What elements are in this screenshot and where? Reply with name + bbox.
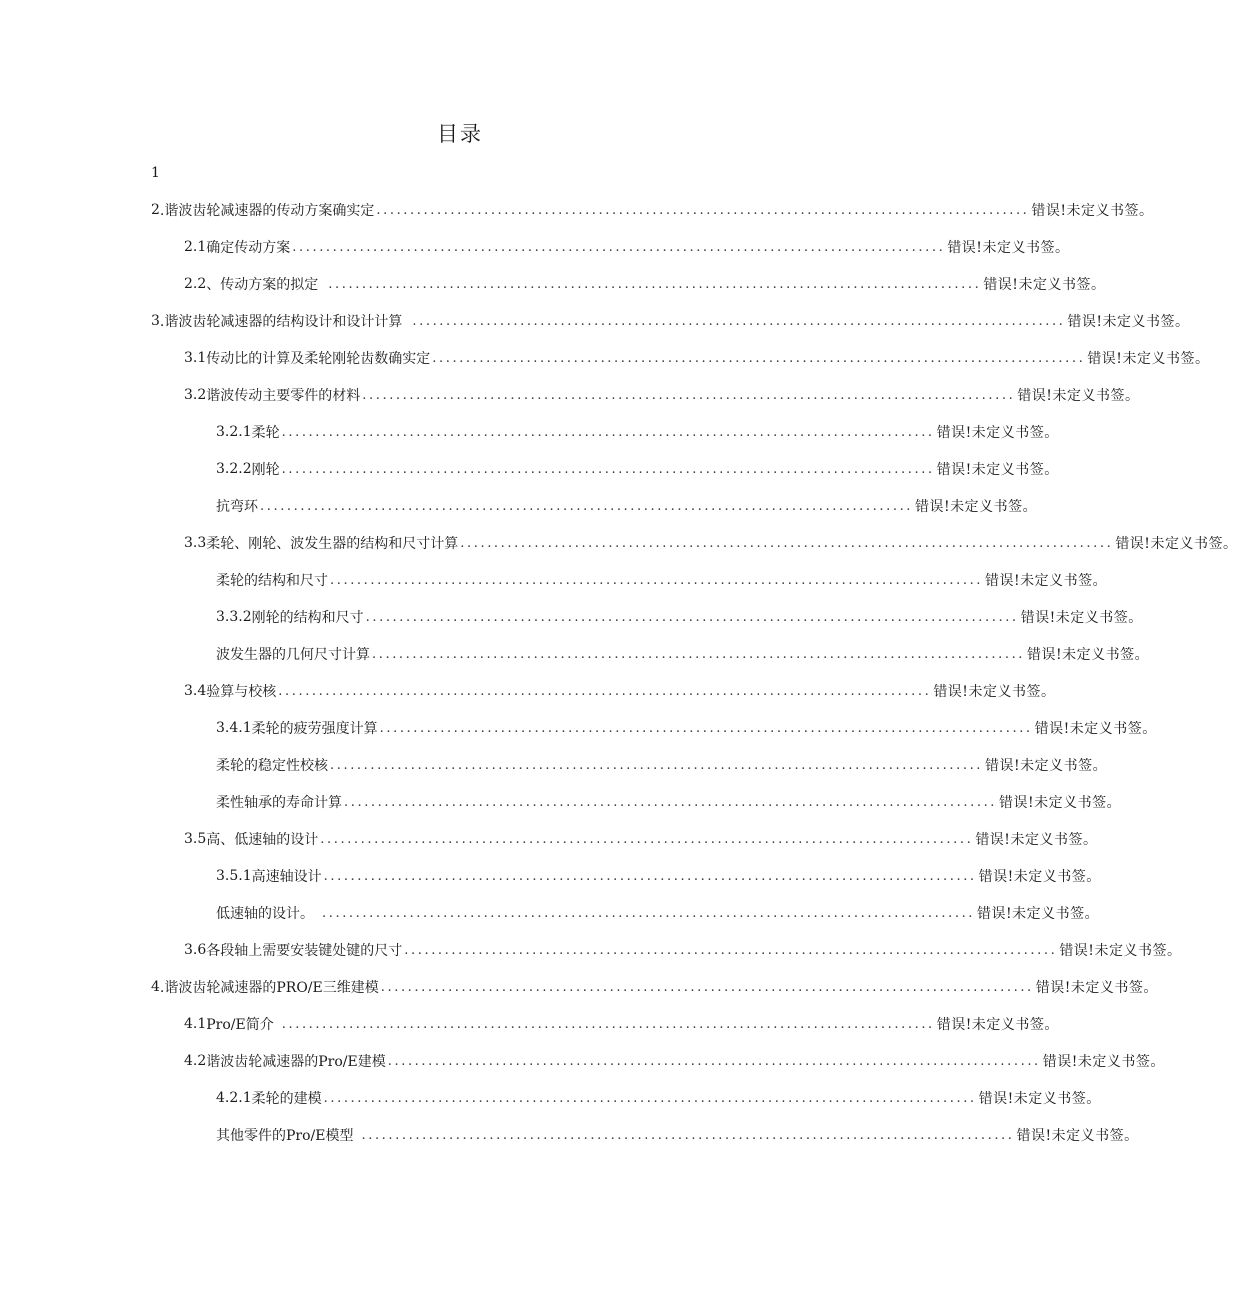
dot-leader: .................................................................................................	[328, 276, 982, 292]
toc-entry[interactable]	[151, 308, 1190, 334]
toc-entry[interactable]	[216, 863, 1101, 889]
toc-entry-page: 错误!未定义书签。	[1059, 943, 1182, 959]
dot-leader: .................................................................................................	[278, 683, 932, 699]
dot-leader: .................................................................................................	[323, 1090, 977, 1106]
dot-leader: .................................................................................................	[330, 757, 984, 773]
toc-entry-number: 4.1	[184, 1016, 207, 1032]
toc-entry-number: 2.2	[184, 276, 207, 292]
dot-leader: .................................................................................................	[330, 572, 984, 588]
toc-entry-page: 错误!未定义书签。	[915, 499, 1038, 515]
toc-entry-page: 错误!未定义书签。	[1027, 647, 1150, 663]
toc-entry-page: 错误!未定义书签。	[985, 758, 1108, 774]
toc-entry[interactable]	[184, 937, 1182, 963]
toc-entry-page: 错误!未定义书签。	[1020, 610, 1143, 626]
toc-entry-title: 、传动方案的拟定	[206, 277, 319, 293]
toc-entry-title: .谐波齿轮减速器的PRO/E三维建模	[159, 980, 379, 996]
toc-entry-number: 2.1	[184, 239, 207, 255]
dot-leader: .................................................................................................	[362, 387, 1016, 403]
toc-entry-title: 传动比的计算及柔轮刚轮齿数确实定	[206, 351, 431, 367]
toc-entry-number: 3.6	[184, 942, 207, 958]
dot-leader: .................................................................................................	[380, 979, 1034, 995]
dot-leader: .................................................................................................	[323, 868, 977, 884]
toc-entry[interactable]	[216, 1085, 1101, 1111]
toc-entry-title: 柔轮的建模	[251, 1091, 322, 1107]
dot-leader: .................................................................................................	[292, 239, 946, 255]
toc-entry-page: 错误!未定义书签。	[933, 684, 1056, 700]
toc-entry-number: 3.4.1	[216, 720, 252, 736]
toc-entry-title: 柔轮的稳定性校核	[216, 758, 328, 774]
toc-entry[interactable]	[184, 234, 1070, 260]
toc-entry-title: 谐波传动主要零件的材料	[206, 388, 361, 404]
toc-entry-title: 刚轮	[251, 462, 280, 478]
toc-entry-page: 错误!未定义书签。	[1115, 536, 1237, 552]
toc-entry-page: 错误!未定义书签。	[1031, 203, 1154, 219]
toc-entry[interactable]	[216, 1122, 1139, 1148]
toc-entry[interactable]	[184, 271, 1106, 297]
toc-entry[interactable]	[216, 789, 1122, 815]
toc-entry-number: 4.2.1	[216, 1090, 252, 1106]
toc-entry-title: 高速轴设计	[251, 869, 322, 885]
toc-entry-number: 1	[151, 165, 160, 181]
toc-entry-page: 错误!未定义书签。	[1042, 1054, 1165, 1070]
dot-leader: .................................................................................................	[260, 498, 914, 514]
toc-entry-page: 错误!未定义书签。	[1067, 314, 1190, 330]
dot-leader: .................................................................................................	[432, 350, 1086, 366]
dot-leader: .................................................................................................	[372, 646, 1026, 662]
toc-entry-number: 3.3.2	[216, 609, 252, 625]
toc-entry[interactable]	[216, 456, 1059, 482]
toc-entry[interactable]	[184, 382, 1140, 408]
dot-leader: .................................................................................................	[404, 942, 1058, 958]
toc-entry[interactable]	[184, 530, 1237, 556]
toc-entry[interactable]	[184, 678, 1056, 704]
toc-entry[interactable]	[216, 900, 1100, 926]
toc-entry-page: 错误!未定义书签。	[1087, 351, 1210, 367]
dot-leader: .................................................................................................	[322, 905, 976, 921]
toc-entry-page: 错误!未定义书签。	[936, 1017, 1059, 1033]
toc-entry[interactable]	[216, 641, 1150, 667]
toc-entry-page: 错误!未定义书签。	[999, 795, 1122, 811]
toc-entry-page: 错误!未定义书签。	[978, 1091, 1101, 1107]
toc-entry-number: 4.2	[184, 1053, 207, 1069]
toc-entry[interactable]	[216, 567, 1108, 593]
dot-leader: .................................................................................................	[281, 424, 935, 440]
toc-entry-number: 2	[151, 202, 160, 218]
toc-entry-number: 3.1	[184, 350, 207, 366]
toc-entry[interactable]	[151, 160, 791, 186]
toc-entry-number: 3.5	[184, 831, 207, 847]
toc-entry-title: 抗弯环	[216, 499, 258, 515]
toc-entry[interactable]	[184, 1048, 1165, 1074]
dot-leader: .................................................................................................	[387, 1053, 1041, 1069]
toc-entry-title: 确定传动方案	[206, 240, 291, 256]
page-title: 目录	[437, 122, 483, 146]
toc-entry-number: 4	[151, 979, 160, 995]
toc-entry-page: 错误!未定义书签。	[977, 906, 1100, 922]
toc-entry-page: 错误!未定义书签。	[1034, 721, 1157, 737]
toc-entry-number: 3.2.2	[216, 461, 252, 477]
toc-entry-title: .谐波齿轮减速器的传动方案确实定	[159, 203, 375, 219]
toc-entry-number: 3.5.1	[216, 868, 252, 884]
toc-entry-title: 柔轮的结构和尺寸	[216, 573, 328, 589]
toc-entry-page: 错误!未定义书签。	[985, 573, 1108, 589]
toc-entry[interactable]	[216, 493, 1038, 519]
toc-entry-title: 柔轮的疲劳强度计算	[251, 721, 378, 737]
dot-leader: .................................................................................................	[379, 720, 1033, 736]
toc-entry-title: 波发生器的几何尺寸计算	[216, 647, 370, 663]
toc-entry-page: 错误!未定义书签。	[1016, 1128, 1139, 1144]
dot-leader: .................................................................................................	[281, 1016, 935, 1032]
toc-entry-title: 高、低速轴的设计	[206, 832, 319, 848]
toc-entry-page: 错误!未定义书签。	[983, 277, 1106, 293]
toc-entry-title: 刚轮的结构和尺寸	[251, 610, 364, 626]
toc-entry-title: 谐波齿轮减速器的Pro/E建模	[206, 1054, 386, 1070]
toc-entry-title: 柔性轴承的寿命计算	[216, 795, 342, 811]
toc-entry[interactable]	[216, 752, 1108, 778]
toc-entry[interactable]	[216, 715, 1157, 741]
dot-leader: .................................................................................................	[376, 202, 1030, 218]
toc-entry-number: 3	[151, 313, 160, 329]
dot-leader: .................................................................................................	[460, 535, 1114, 551]
toc-entry[interactable]	[216, 604, 1143, 630]
toc-entry-title: 验算与校核	[206, 684, 277, 700]
dot-leader: .................................................................................................	[365, 609, 1019, 625]
toc-entry-page: 错误!未定义书签。	[947, 240, 1070, 256]
toc-entry-number: 3.4	[184, 683, 207, 699]
toc-entry-title: 柔轮	[251, 425, 280, 441]
toc-entry-page: 错误!未定义书签。	[1035, 980, 1158, 996]
toc-entry-page: 错误!未定义书签。	[1017, 388, 1140, 404]
toc-entry[interactable]	[216, 419, 1059, 445]
toc-entry-title: 低速轴的设计。	[216, 906, 314, 922]
toc-entry-title: 其他零件的Pro/E模型	[216, 1128, 354, 1144]
toc-entry-page: 错误!未定义书签。	[936, 425, 1059, 441]
dot-leader: .................................................................................................	[361, 1127, 1015, 1143]
toc-entry[interactable]	[151, 974, 1158, 1000]
toc-entry-title: .谐波齿轮减速器的结构设计和设计计算	[159, 314, 403, 330]
toc-entry-page: 错误!未定义书签。	[936, 462, 1059, 478]
toc-entry[interactable]	[184, 1011, 1059, 1037]
toc-entry-title: Pro/E简介	[206, 1017, 274, 1033]
toc-entry[interactable]	[184, 826, 1098, 852]
toc-entry-number: 3.3	[184, 535, 207, 551]
toc-entry[interactable]	[184, 345, 1210, 371]
toc-entry-title: 柔轮、刚轮、波发生器的结构和尺寸计算	[206, 536, 459, 552]
toc-entry-title: 各段轴上需要安装键处键的尺寸	[206, 943, 403, 959]
toc-entry-number: 3.2.1	[216, 424, 252, 440]
dot-leader: .................................................................................................	[412, 313, 1066, 329]
dot-leader: .................................................................................................	[320, 831, 974, 847]
dot-leader: .................................................................................................	[344, 794, 998, 810]
toc-entry-number: 3.2	[184, 387, 207, 403]
toc-entry-page: 错误!未定义书签。	[975, 832, 1098, 848]
toc-entry[interactable]	[151, 197, 1154, 223]
toc-entry-page: 错误!未定义书签。	[978, 869, 1101, 885]
dot-leader: .................................................................................................	[281, 461, 935, 477]
